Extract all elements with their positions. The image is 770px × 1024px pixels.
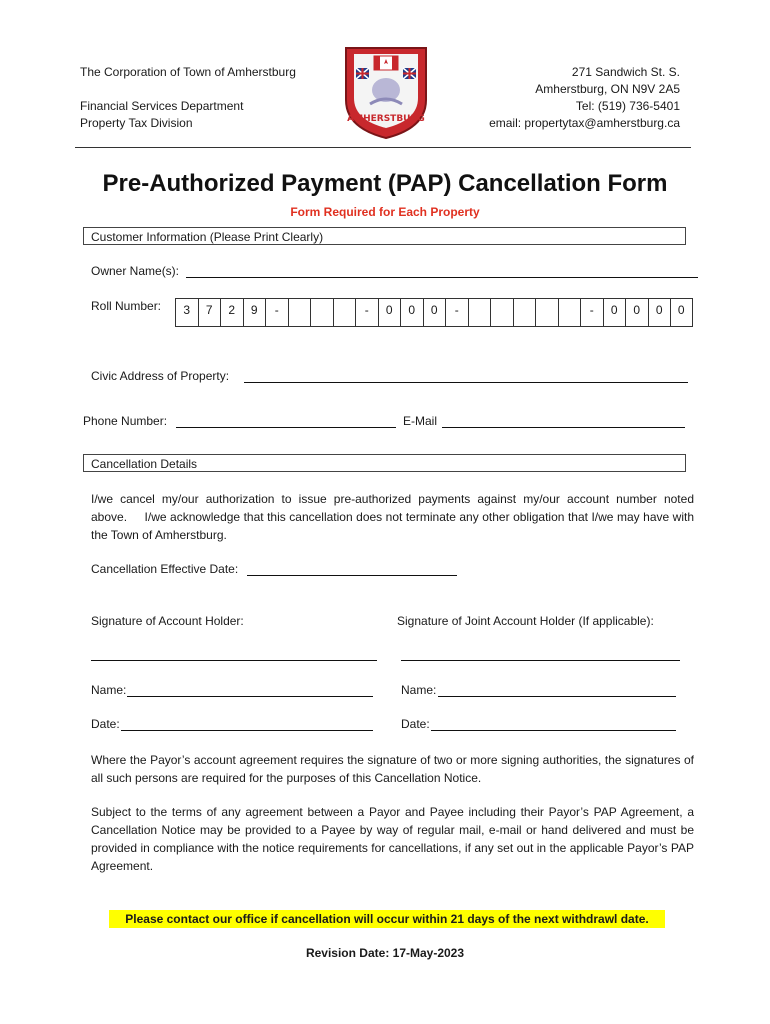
phone-number-field[interactable]: [176, 427, 396, 428]
roll-cell[interactable]: [333, 298, 356, 327]
civic-address-label: Civic Address of Property:: [91, 369, 230, 383]
address-line2: Amherstburg, ON N9V 2A5: [535, 82, 680, 96]
roll-cell[interactable]: [288, 298, 311, 327]
roll-cell[interactable]: -: [580, 298, 603, 327]
roll-cell[interactable]: -: [265, 298, 288, 327]
roll-cell[interactable]: [535, 298, 558, 327]
effective-date-field[interactable]: [247, 575, 457, 576]
roll-cell[interactable]: 2: [220, 298, 243, 327]
header-left: [80, 64, 340, 132]
crest-text: AMHERSTBURG: [347, 114, 425, 124]
notice-terms-paragraph: Subject to the terms of any agreement between a Payor and Payee including their Payor’s PAP Agreement, a Cancellation Notice may be provided to a Payee by way of regular mail, e-mail or hand delivered and must be provided in compliance with the notice requirements for cancellations, if any set out in the applicable Payor’s PAP Agreement.: [91, 805, 694, 873]
roll-cell[interactable]: 0: [648, 298, 671, 327]
roll-cell[interactable]: [468, 298, 491, 327]
roll-cell[interactable]: 0: [378, 298, 401, 327]
withdrawal-notice: Please contact our office if cancellation will occur within 21 days of the next withdrawl date.: [109, 910, 665, 928]
authorization-paragraph: [91, 490, 694, 544]
department: Financial Services Department: [80, 99, 244, 113]
page-title: Pre-Authorized Payment (PAP) Cancellation Form: [102, 170, 668, 197]
name-label: Name:: [91, 683, 127, 697]
roll-cell[interactable]: -: [445, 298, 468, 327]
joint-name-field[interactable]: [438, 696, 676, 697]
acknowledgement-text: I/we acknowledge that this cancellation does not terminate any other obligation that I/we may have with the Town of Amherstburg.: [91, 510, 694, 542]
signing-authority-paragraph: Where the Payor’s account agreement requires the signature of two or more signing authorities, the signatures of all such persons are required for the purposes of this Cancellation Notice.: [91, 753, 694, 785]
roll-cell[interactable]: 0: [423, 298, 446, 327]
phone-number-label: Phone Number:: [83, 414, 168, 428]
roll-cell[interactable]: [310, 298, 333, 327]
org-name: The Corporation of Town of Amherstburg: [80, 65, 296, 79]
page-subtitle: Form Required for Each Property: [290, 205, 480, 219]
revision-date: Revision Date: 17-May-2023: [305, 946, 465, 960]
name-field[interactable]: [127, 696, 373, 697]
roll-cell[interactable]: 7: [198, 298, 221, 327]
civic-address-field[interactable]: [244, 382, 688, 383]
joint-signature-label: Signature of Joint Account Holder (If applicable):: [397, 614, 654, 628]
roll-number-field[interactable]: [175, 298, 693, 327]
email-label: E-Mail: [403, 414, 438, 428]
roll-cell[interactable]: [558, 298, 581, 327]
signature-field[interactable]: [91, 660, 377, 661]
town-crest-logo: [340, 44, 432, 140]
roll-cell[interactable]: 0: [625, 298, 648, 327]
cancellation-heading: Cancellation Details: [83, 454, 686, 472]
roll-cell[interactable]: 0: [400, 298, 423, 327]
date-field[interactable]: [121, 730, 373, 731]
signature-label: Signature of Account Holder:: [91, 614, 244, 628]
joint-name-label: Name:: [401, 683, 437, 697]
authorization-text: I/we cancel my/our authorization to issue pre-authorized payments against my/our account number noted above.: [91, 492, 694, 524]
joint-date-field[interactable]: [431, 730, 676, 731]
joint-signature-field[interactable]: [401, 660, 680, 661]
email-text: email: propertytax@amherstburg.ca: [489, 116, 680, 130]
customer-info-heading: Customer Information (Please Print Clearly): [83, 227, 686, 245]
roll-cell[interactable]: [490, 298, 513, 327]
roll-number-label: Roll Number:: [91, 299, 162, 313]
roll-cell[interactable]: [513, 298, 536, 327]
roll-cell[interactable]: 0: [670, 298, 693, 327]
roll-cell[interactable]: 9: [243, 298, 266, 327]
effective-date-label: Cancellation Effective Date:: [91, 562, 239, 576]
header-divider: [75, 147, 691, 148]
owner-name-field[interactable]: [186, 277, 698, 278]
header-right: [420, 64, 680, 132]
joint-date-label: Date:: [401, 717, 430, 731]
phone-text: Tel: (519) 736-5401: [575, 99, 680, 113]
address-line1: 271 Sandwich St. S.: [571, 65, 680, 79]
date-label: Date:: [91, 717, 120, 731]
roll-cell[interactable]: 0: [603, 298, 626, 327]
roll-cell[interactable]: -: [355, 298, 378, 327]
owner-name-label: Owner Name(s):: [91, 264, 180, 278]
roll-cell[interactable]: 3: [175, 298, 198, 327]
division: Property Tax Division: [80, 116, 193, 130]
email-field[interactable]: [442, 427, 685, 428]
